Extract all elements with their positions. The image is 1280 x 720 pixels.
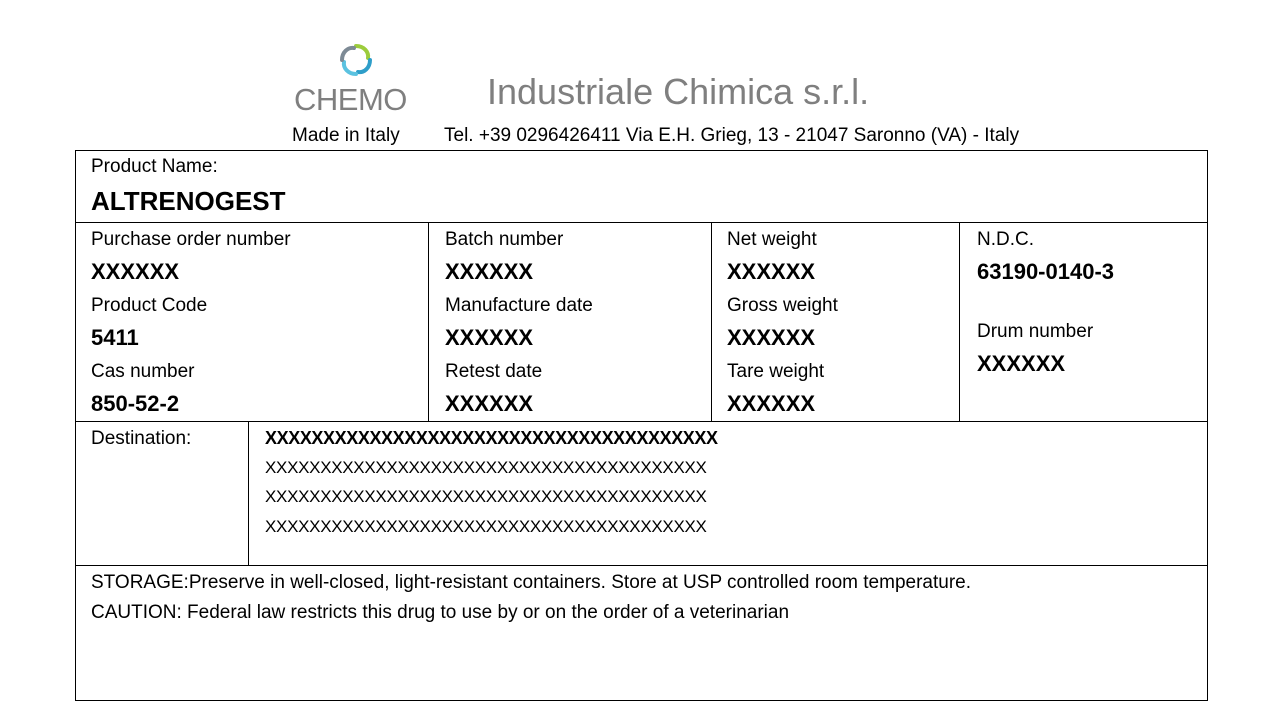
cas-number-label: Cas number (91, 361, 195, 382)
retest-date-label: Retest date (445, 361, 543, 382)
purchase-order-label: Purchase order number (91, 229, 291, 250)
destination-line: XXXXXXXXXXXXXXXXXXXXXXXXXXXXXXXXXXXXXXX (265, 428, 718, 448)
manufacture-date-label: Manufacture date (445, 295, 593, 316)
destination-label: Destination: (91, 428, 192, 449)
batch-number-value: XXXXXX (445, 259, 534, 284)
made-in-label: Made in Italy (292, 125, 400, 146)
product-code-value: 5411 (91, 325, 139, 350)
ndc-label: N.D.C. (977, 229, 1034, 250)
tare-weight-value: XXXXXX (727, 391, 816, 416)
divider (75, 222, 1208, 223)
destination-line: XXXXXXXXXXXXXXXXXXXXXXXXXXXXXXXXXXXXXXXX (265, 487, 707, 506)
purchase-order-value: XXXXXX (91, 259, 180, 284)
divider (959, 222, 960, 421)
product-code-label: Product Code (91, 295, 208, 316)
tare-weight-label: Tare weight (727, 361, 825, 382)
logo-text: CHEMO (294, 82, 407, 117)
divider (711, 222, 712, 421)
retest-date-value: XXXXXX (445, 391, 534, 416)
product-name-value: ALTRENOGEST (91, 186, 286, 216)
drum-number-value: XXXXXX (977, 351, 1066, 376)
net-weight-value: XXXXXX (727, 259, 816, 284)
caution-note: CAUTION: Federal law restricts this drug to use by or on the order of a veterinarian (91, 602, 790, 623)
drum-number-label: Drum number (977, 321, 1094, 342)
divider (248, 421, 249, 565)
gross-weight-value: XXXXXX (727, 325, 816, 350)
product-name-label: Product Name: (91, 156, 218, 177)
divider (428, 222, 429, 421)
storage-note: STORAGE:Preserve in well-closed, light-resistant containers. Store at USP controlled room temperature. (91, 572, 972, 593)
divider (75, 421, 1208, 422)
company-logo (290, 40, 420, 116)
gross-weight-label: Gross weight (727, 295, 838, 316)
batch-number-label: Batch number (445, 229, 564, 250)
destination-line: XXXXXXXXXXXXXXXXXXXXXXXXXXXXXXXXXXXXXXXX (265, 517, 707, 536)
manufacture-date-value: XXXXXX (445, 325, 534, 350)
contact-info: Tel. +39 0296426411 Via E.H. Grieg, 13 - 21047 Saronno (VA) - Italy (444, 125, 1020, 146)
divider (75, 565, 1208, 566)
destination-line: XXXXXXXXXXXXXXXXXXXXXXXXXXXXXXXXXXXXXXXX (265, 458, 707, 477)
cas-number-value: 850-52-2 (91, 391, 180, 416)
swirl-icon (338, 42, 374, 78)
ndc-value: 63190-0140-3 (977, 259, 1115, 284)
company-name: Industriale Chimica s.r.l. (487, 71, 870, 112)
net-weight-label: Net weight (727, 229, 817, 250)
